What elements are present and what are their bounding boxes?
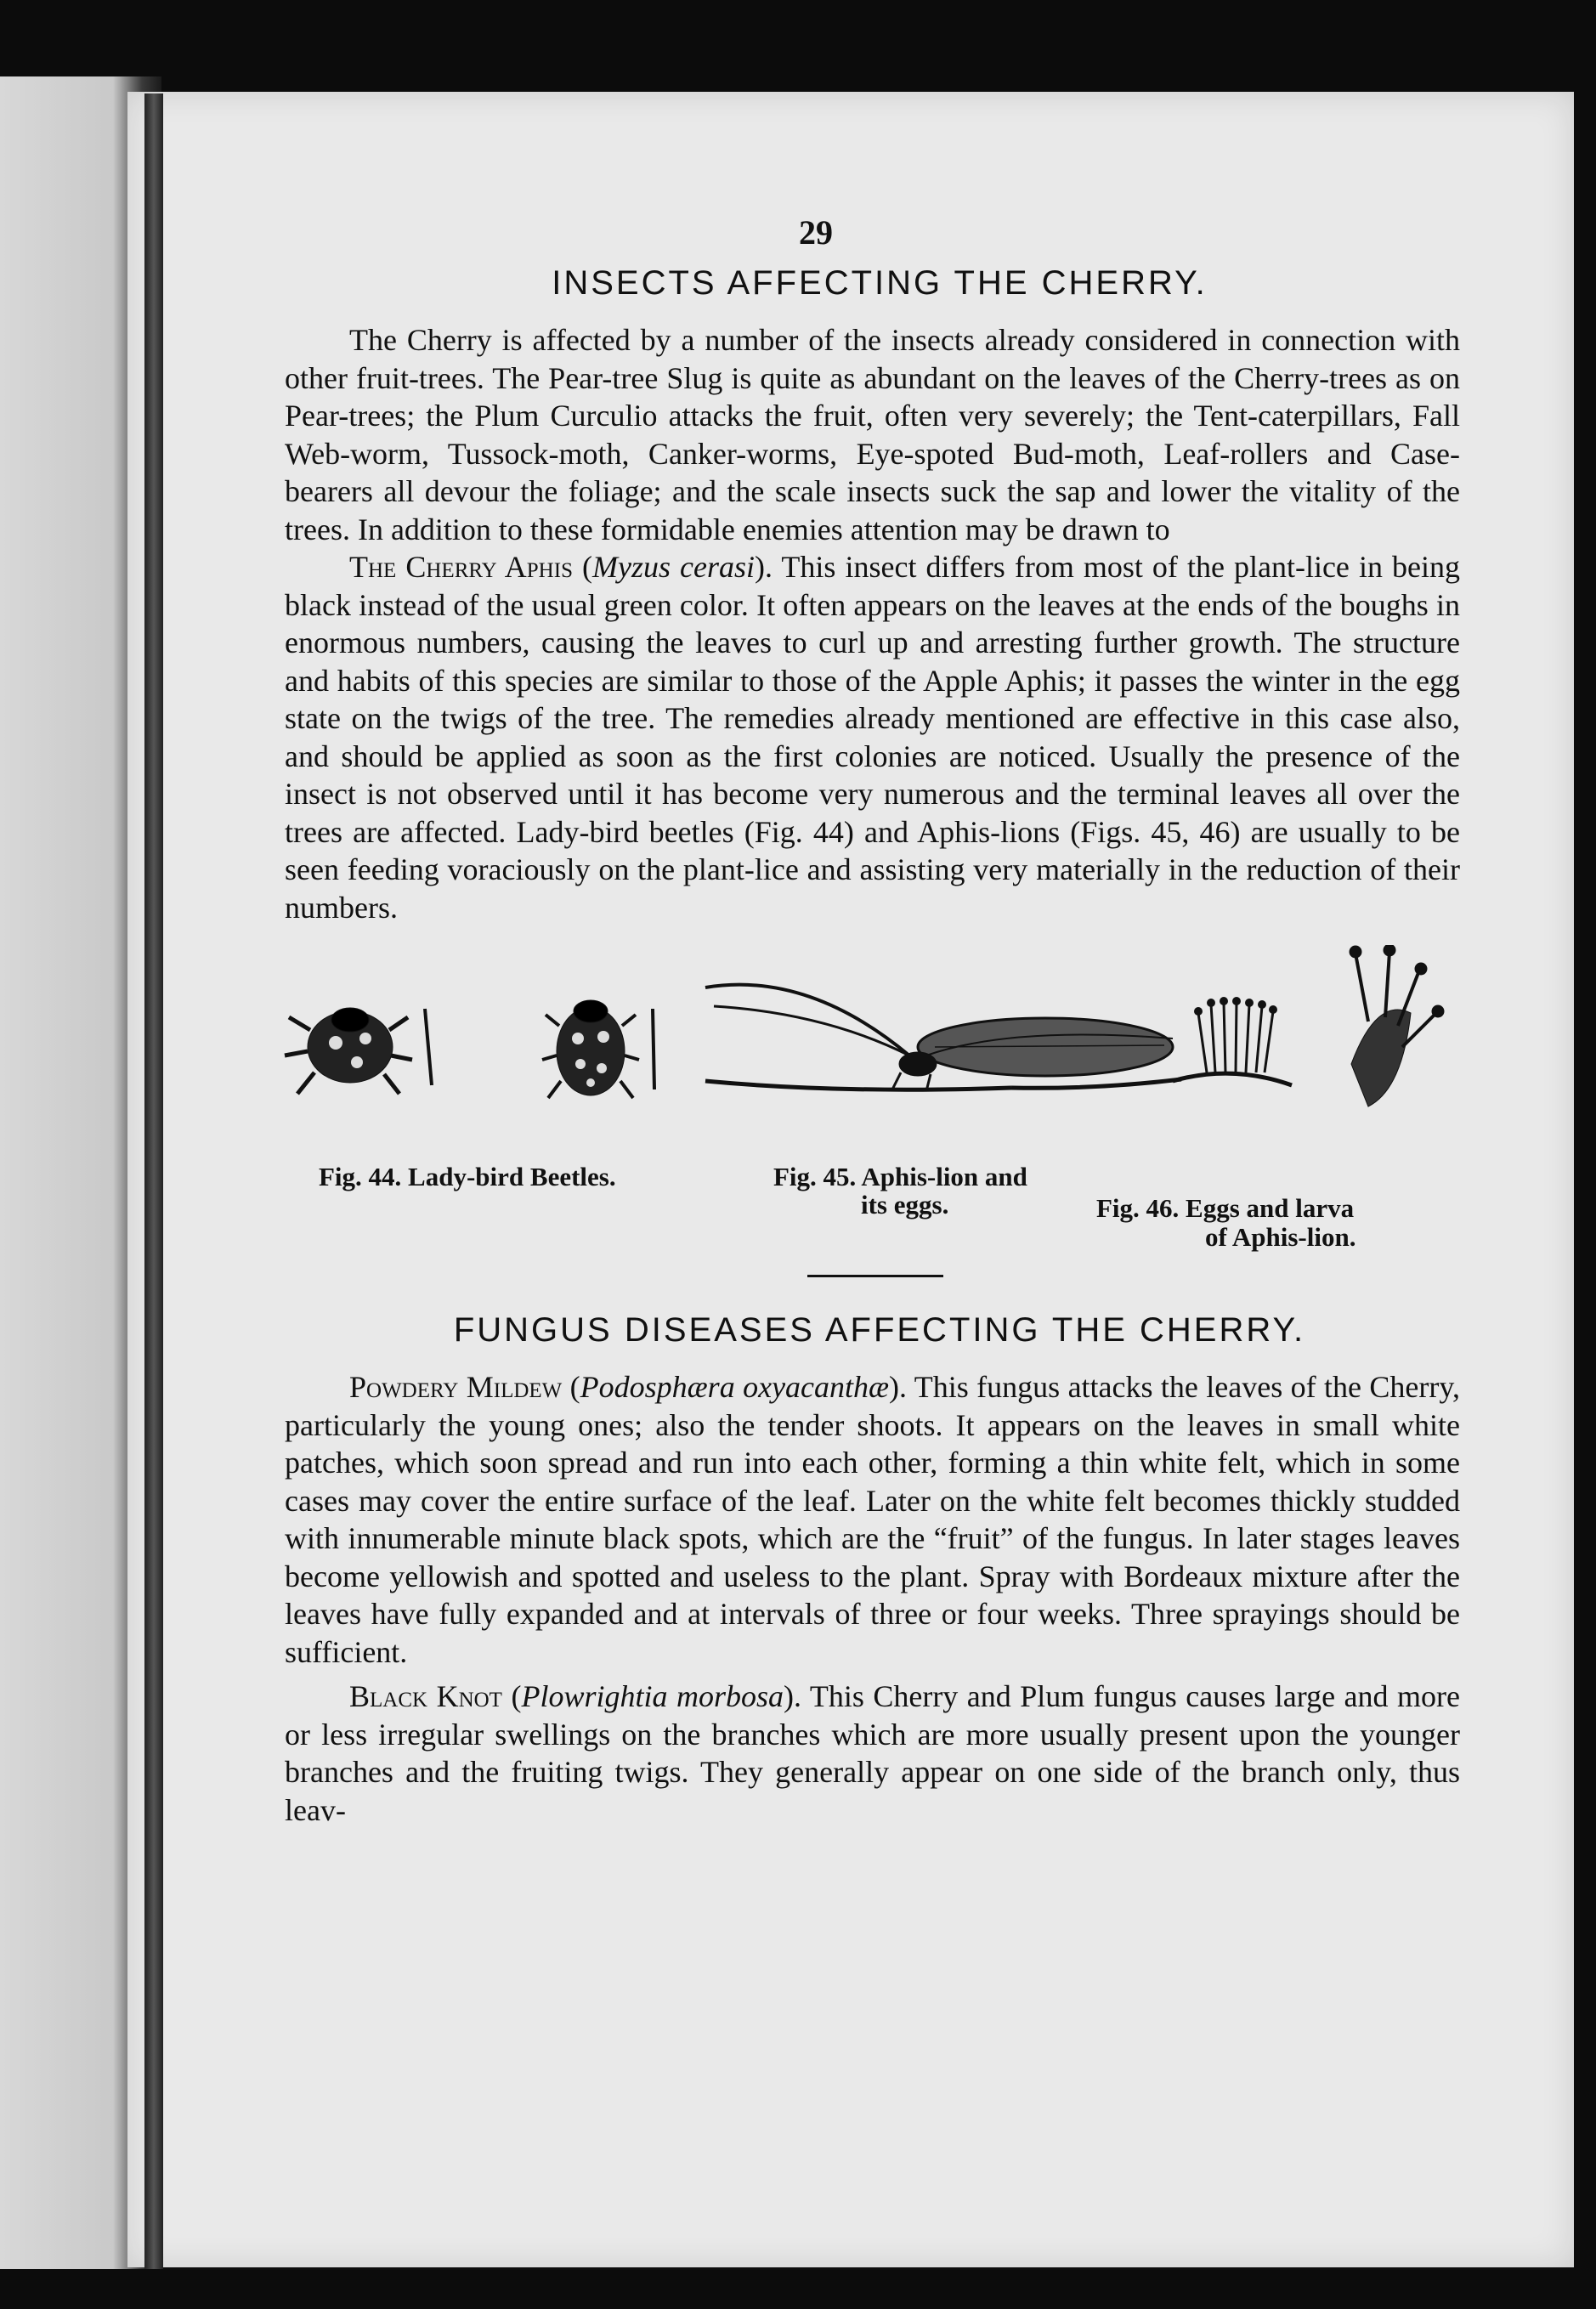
book-spine — [144, 93, 163, 2269]
fig46-caption-line2: of Aphis-lion. — [1205, 1222, 1356, 1252]
ladybird-beetle-illustration-1 — [285, 1008, 432, 1094]
fungus-heading: FUNGUS DISEASES AFFECTING THE CHERRY. — [453, 1311, 1306, 1349]
mildew-title: Powdery Mildew — [349, 1370, 563, 1404]
insects-intro-paragraph — [161, 321, 1470, 548]
insects-intro-text: The Cherry is affected by a number of the insects already considered in connection with other fruit-trees. The Pear-tree Slug is quite as abundant on the leaves of the Cherry-trees as on Pear-trees; the Plum Curculio attacks the fruit, often very severely; the Tent-caterpillars, Fall Web-worm, Tussock-moth, Canker-worms, Eye-spoted Bud-moth, Leaf-rollers and Case-bearers all devour the foliage; and the scale insects suck the sap and lower the vitality of the trees. In addition to these formidable enemies attention may be drawn to — [285, 323, 1460, 546]
mildew-text: This fungus attacks the leaves of the Cherry, particularly the young ones; also the tender shoots. It appears on the leaves in small white patches, which soon spread and run into each other, forming a thin white felt, which in some cases may cover the entire surface of the leaf. Later on the white felt becomes thickly studded with innumerable minute black spots, which are the “fruit” of the fungus. In later stages leaves become yellowish and spotted and useless to the plant. Spray with Bordeaux mixture after the leaves have fully expanded and at intervals of three or four weeks. Three sprayings should be sufficient. — [285, 1370, 1461, 1669]
ladybird-beetle-illustration-2 — [542, 1000, 654, 1098]
fig44-caption: Fig. 44. Lady-bird Beetles. — [319, 1162, 616, 1191]
figures-block — [161, 945, 1470, 1268]
aphis-text: This insect differs from most of the plant-lice in being black instead of the usual green color. It often appears on the leaves at the ends of the boughs in enormous numbers, causing the leaves to curl up and arresting further growth. The structure and habits of this species are similar to those of the Apple Aphis; it passes the winter in the egg state on the twigs of the tree. The remedies already mentioned are effective in this case also, and should be applied as soon as the first colonies are noticed. Usually the presence of the insect is not observed until it has become very numerous and the terminal leaves all over the trees are affected. Lady-bird beetles (Fig. 44) and Aphis-lions (Figs. 45, 46) are usually to be seen feeding voraciously on the plant-lice and assisting very materially in the reduction of their numbers. — [285, 550, 1460, 925]
knot-text: This Cherry and Plum fungus causes large and more or less irregular swellings on the branches which are more usually present upon the younger branches and the fruiting twigs. They generally appear on one side of the branch only, thus leav- — [285, 1679, 1461, 1827]
fig46-caption-line1: Fig. 46. Eggs and larva — [1096, 1193, 1355, 1223]
fig45-caption-line2: its eggs. — [861, 1190, 949, 1220]
powdery-mildew-paragraph: Powdery Mildew (Podosphæra oxyacanthæ). This fungus attacks the leaves of the Cherry, particularly the young ones; also the tender shoots. It appears on the leaves in small white patches, which soon spread and run into each other, forming a thin white felt, which in some cases may cover the entire surface of the leaf. Later on the white felt becomes thickly studded with innumerable minute black spots, which are the “fruit” of the fungus. In later stages leaves become yellowish and spotted and useless to the plant. Spray with Bordeaux mixture after the leaves have fully expanded and at intervals of three or four weeks. Three sprayings should be sufficient. — [285, 1370, 1461, 1669]
cherry-aphis-paragraph: The Cherry Aphis (Myzus cerasi). This insect differs from most of the plant-lice in being black instead of the usual green color. It often appears on the leaves at the ends of the boughs in enormous numbers, causing the leaves to curl up and arresting further growth. The structure and habits of this species are similar to those of the Apple Aphis; it passes the winter in the egg state on the twigs of the tree. The remedies already mentioned are effective in this case also, and should be applied as soon as the first colonies are noticed. Usually the presence of the insect is not observed until it has become very numerous and the terminal leaves all over the trees are affected. Lady-bird beetles (Fig. 44) and Aphis-lions (Figs. 45, 46) are usually to be seen feeding voraciously on the plant-lice and assisting very materially in the reduction of their numbers. — [285, 550, 1460, 925]
fig45-caption-line1: Fig. 45. Aphis-lion and — [773, 1162, 1027, 1191]
insect-illustrations — [161, 945, 1470, 1166]
mildew-latin: Podosphæra oxyacanthæ — [580, 1370, 890, 1404]
insects-heading: INSECTS AFFECTING THE CHERRY. — [552, 264, 1208, 302]
page-number: 29 — [799, 213, 833, 252]
aphis-lion-illustration — [705, 985, 1292, 1091]
page-content — [161, 119, 1470, 1829]
knot-latin: Plowrightia morbosa — [521, 1679, 784, 1713]
section-divider — [807, 1275, 943, 1277]
aphis-title: The Cherry Aphis — [349, 550, 573, 584]
black-knot-paragraph: Black Knot (Plowrightia morbosa). This Cherry and Plum fungus causes large and more or less irregular swellings on the branches which are more usually present upon the younger branches and the fruiting twigs. They generally appear on one side of the branch only, thus leav- — [285, 1679, 1461, 1827]
knot-title: Black Knot — [349, 1679, 502, 1713]
aphis-latin: Myzus cerasi — [592, 550, 756, 584]
aphis-lion-eggs-illustration — [1350, 945, 1444, 1106]
